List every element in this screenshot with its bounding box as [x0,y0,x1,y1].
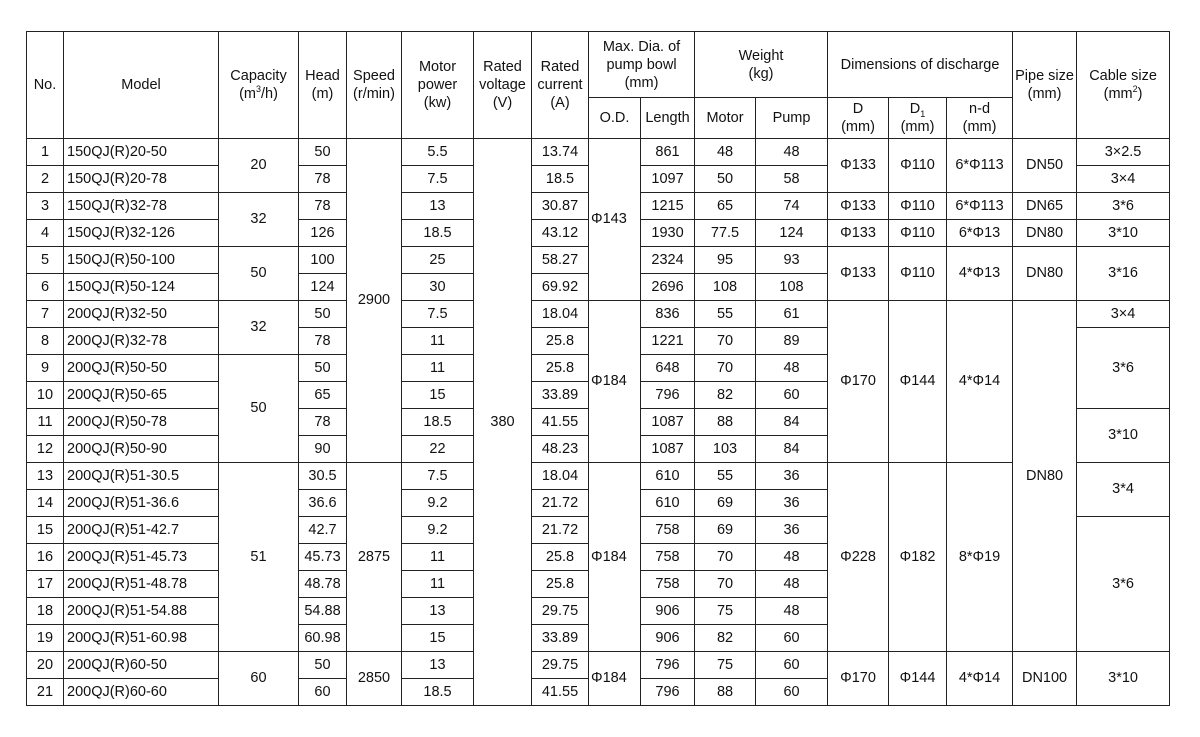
cell-weight-pump: 60 [756,382,828,409]
cell-no: 3 [27,193,64,220]
cell-motor-power: 9.2 [402,490,474,517]
cell-no: 15 [27,517,64,544]
cell-capacity: 32 [219,301,299,355]
header-d1: $D_1$ (mm) [889,98,947,139]
cell-rated-current: 29.75 [532,652,589,679]
cell-no: 20 [27,652,64,679]
cell-model: 200QJ(R)51-48.78 [64,571,219,598]
cell-length: 1087 [641,409,695,436]
cell-weight-pump: 48 [756,544,828,571]
cell-rated-current: 18.04 [532,463,589,490]
cell-weight-motor: 95 [695,247,756,274]
cell-no: 12 [27,436,64,463]
table-row [27,139,1170,166]
cell-rated-current: 13.74 [532,139,589,166]
cell-length: 2696 [641,274,695,301]
cell-d: Φ170 [828,301,889,463]
header-dimensions: Dimensions of discharge [828,32,1013,98]
cell-model: 200QJ(R)60-60 [64,679,219,706]
cell-weight-motor: 70 [695,355,756,382]
cell-length: 906 [641,598,695,625]
header-rated-current: Rated current (A) [532,32,589,139]
cell-length: 796 [641,679,695,706]
cell-motor-power: 18.5 [402,409,474,436]
cell-head: 78 [299,328,347,355]
cell-no: 16 [27,544,64,571]
cell-nd: 4*Φ14 [947,652,1013,706]
cell-speed: 2875 [347,463,402,652]
cell-no: 9 [27,355,64,382]
cell-weight-pump: 108 [756,274,828,301]
header-motor-power: Motor power (kw) [402,32,474,139]
cell-head: 45.73 [299,544,347,571]
cell-cable-size: 3×4 [1077,301,1170,328]
cell-cable-size: 3*10 [1077,409,1170,463]
cell-length: 758 [641,517,695,544]
cell-nd: 6*Φ13 [947,220,1013,247]
cell-model: 200QJ(R)50-50 [64,355,219,382]
cell-weight-motor: 75 [695,652,756,679]
cell-motor-power: 11 [402,355,474,382]
cell-no: 14 [27,490,64,517]
cell-no: 18 [27,598,64,625]
cell-weight-pump: 60 [756,625,828,652]
cell-nd: 6*Φ113 [947,139,1013,193]
cell-motor-power: 13 [402,193,474,220]
cell-capacity: 51 [219,463,299,652]
cell-motor-power: 7.5 [402,463,474,490]
cell-od: Φ143 [589,139,641,301]
cell-rated-current: 25.8 [532,544,589,571]
cell-weight-motor: 70 [695,571,756,598]
cell-model: 200QJ(R)51-42.7 [64,517,219,544]
header-capacity: Capacity $(m^3/h)$ [219,32,299,139]
cell-weight-motor: 69 [695,517,756,544]
cell-motor-power: 15 [402,382,474,409]
cell-motor-power: 18.5 [402,679,474,706]
cell-weight-motor: 108 [695,274,756,301]
cell-weight-pump: 48 [756,571,828,598]
header-weight-pump: Pump [756,98,828,139]
cell-motor-power: 7.5 [402,301,474,328]
cell-capacity: 32 [219,193,299,247]
cell-motor-power: 9.2 [402,517,474,544]
cell-model: 150QJ(R)20-78 [64,166,219,193]
cell-length: 861 [641,139,695,166]
table-row [27,301,1170,328]
cell-model: 150QJ(R)32-126 [64,220,219,247]
cell-length: 758 [641,544,695,571]
cell-no: 21 [27,679,64,706]
cell-rated-current: 69.92 [532,274,589,301]
cell-rated-current: 58.27 [532,247,589,274]
cell-head: 54.88 [299,598,347,625]
cell-weight-pump: 60 [756,652,828,679]
cell-model: 200QJ(R)50-90 [64,436,219,463]
cell-motor-power: 22 [402,436,474,463]
cell-capacity: 60 [219,652,299,706]
header-no: No. [27,32,64,139]
cell-model: 200QJ(R)51-30.5 [64,463,219,490]
header-max-dia: Max. Dia. of pump bowl (mm) [589,32,695,98]
cell-head: 100 [299,247,347,274]
cell-model: 150QJ(R)50-100 [64,247,219,274]
cell-head: 36.6 [299,490,347,517]
cell-no: 8 [27,328,64,355]
cell-length: 1215 [641,193,695,220]
cell-d: Φ133 [828,139,889,193]
cell-head: 50 [299,139,347,166]
cell-cable-size: 3*10 [1077,220,1170,247]
cell-weight-motor: 65 [695,193,756,220]
cell-rated-current: 21.72 [532,517,589,544]
cell-rated-current: 29.75 [532,598,589,625]
cell-head: 126 [299,220,347,247]
header-pipe-size: Pipe size (mm) [1013,32,1077,139]
cell-rated-current: 18.04 [532,301,589,328]
cell-weight-motor: 50 [695,166,756,193]
cell-length: 610 [641,463,695,490]
cell-no: 13 [27,463,64,490]
cell-pipe-size: DN80 [1013,301,1077,652]
cell-rated-current: 25.8 [532,355,589,382]
cell-d1: Φ110 [889,139,947,193]
cell-motor-power: 7.5 [402,166,474,193]
header-od: O.D. [589,98,641,139]
cell-head: 30.5 [299,463,347,490]
cell-pipe-size: DN50 [1013,139,1077,193]
cell-no: 6 [27,274,64,301]
cell-cable-size: 3*6 [1077,193,1170,220]
cell-d1: Φ144 [889,301,947,463]
cell-length: 2324 [641,247,695,274]
cell-length: 796 [641,382,695,409]
cell-length: 1087 [641,436,695,463]
cell-weight-pump: 36 [756,490,828,517]
cell-weight-pump: 84 [756,409,828,436]
cell-od: Φ184 [589,301,641,463]
cell-d1: Φ110 [889,247,947,301]
cell-motor-power: 15 [402,625,474,652]
cell-cable-size: 3*4 [1077,463,1170,517]
header-weight-motor: Motor [695,98,756,139]
cell-model: 150QJ(R)32-78 [64,193,219,220]
cell-no: 19 [27,625,64,652]
cell-motor-power: 13 [402,652,474,679]
cell-weight-motor: 88 [695,409,756,436]
cell-no: 17 [27,571,64,598]
cell-length: 906 [641,625,695,652]
cell-model: 200QJ(R)50-78 [64,409,219,436]
cell-no: 10 [27,382,64,409]
cell-weight-motor: 82 [695,625,756,652]
pump-spec-table [26,31,1170,706]
cell-rated-current: 48.23 [532,436,589,463]
cell-model: 150QJ(R)20-50 [64,139,219,166]
cell-weight-pump: 93 [756,247,828,274]
cell-weight-pump: 36 [756,463,828,490]
cell-nd: 8*Φ19 [947,463,1013,652]
cell-pipe-size: DN80 [1013,247,1077,301]
cell-head: 78 [299,409,347,436]
cell-head: 42.7 [299,517,347,544]
header-weight: Weight (kg) [695,32,828,98]
cell-model: 200QJ(R)32-78 [64,328,219,355]
cell-weight-pump: 48 [756,355,828,382]
cell-d: Φ133 [828,193,889,220]
cell-head: 48.78 [299,571,347,598]
cell-capacity: 50 [219,247,299,301]
cell-length: 836 [641,301,695,328]
cell-weight-motor: 75 [695,598,756,625]
cell-motor-power: 30 [402,274,474,301]
cell-length: 758 [641,571,695,598]
header-nd: n-d (mm) [947,98,1013,139]
cell-rated-current: 18.5 [532,166,589,193]
table-row [27,463,1170,490]
cell-head: 78 [299,193,347,220]
cell-cable-size: 3*6 [1077,328,1170,409]
cell-nd: 6*Φ113 [947,193,1013,220]
cell-rated-current: 41.55 [532,679,589,706]
cell-weight-motor: 88 [695,679,756,706]
cell-d1: Φ110 [889,193,947,220]
cell-model: 200QJ(R)32-50 [64,301,219,328]
cell-head: 60 [299,679,347,706]
cell-no: 5 [27,247,64,274]
cell-model: 200QJ(R)50-65 [64,382,219,409]
cell-d: Φ133 [828,220,889,247]
cell-no: 7 [27,301,64,328]
cell-d1: Φ182 [889,463,947,652]
cell-length: 796 [641,652,695,679]
cell-head: 50 [299,652,347,679]
cell-head: 90 [299,436,347,463]
cell-length: 610 [641,490,695,517]
cell-weight-pump: 48 [756,139,828,166]
cell-model: 200QJ(R)51-60.98 [64,625,219,652]
cell-weight-pump: 48 [756,598,828,625]
cell-weight-motor: 103 [695,436,756,463]
cell-motor-power: 11 [402,328,474,355]
cell-cable-size: 3×2.5 [1077,139,1170,166]
cell-length: 1221 [641,328,695,355]
cell-head: 50 [299,301,347,328]
cell-model: 200QJ(R)60-50 [64,652,219,679]
cell-rated-current: 25.8 [532,328,589,355]
cell-d1: Φ110 [889,220,947,247]
cell-weight-motor: 70 [695,544,756,571]
header-model: Model [64,32,219,139]
cell-motor-power: 11 [402,571,474,598]
cell-weight-motor: 55 [695,301,756,328]
cell-weight-pump: 36 [756,517,828,544]
header-head: Head (m) [299,32,347,139]
cell-nd: 4*Φ14 [947,301,1013,463]
cell-rated-current: 21.72 [532,490,589,517]
cell-rated-voltage: 380 [474,139,532,706]
cell-cable-size: 3*10 [1077,652,1170,706]
cell-weight-motor: 69 [695,490,756,517]
header-length: Length [641,98,695,139]
cell-head: 78 [299,166,347,193]
cell-weight-pump: 124 [756,220,828,247]
cell-motor-power: 25 [402,247,474,274]
cell-speed: 2900 [347,139,402,463]
cell-weight-motor: 55 [695,463,756,490]
cell-rated-current: 43.12 [532,220,589,247]
cell-weight-pump: 60 [756,679,828,706]
cell-head: 50 [299,355,347,382]
cell-weight-motor: 77.5 [695,220,756,247]
cell-pipe-size: DN80 [1013,220,1077,247]
cell-rated-current: 25.8 [532,571,589,598]
cell-od: Φ184 [589,652,641,706]
cell-length: 1097 [641,166,695,193]
cell-pipe-size: DN100 [1013,652,1077,706]
cell-motor-power: 11 [402,544,474,571]
cell-rated-current: 33.89 [532,382,589,409]
cell-no: 11 [27,409,64,436]
cell-no: 1 [27,139,64,166]
cell-d: Φ133 [828,247,889,301]
cell-rated-current: 30.87 [532,193,589,220]
header-speed: Speed (r/min) [347,32,402,139]
cell-cable-size: 3*16 [1077,247,1170,301]
cell-weight-motor: 70 [695,328,756,355]
cell-model: 200QJ(R)51-45.73 [64,544,219,571]
table-body [27,139,1170,706]
cell-weight-motor: 48 [695,139,756,166]
cell-head: 60.98 [299,625,347,652]
cell-length: 648 [641,355,695,382]
cell-d: Φ228 [828,463,889,652]
cell-rated-current: 33.89 [532,625,589,652]
cell-weight-pump: 74 [756,193,828,220]
cell-cable-size: 3×4 [1077,166,1170,193]
cell-weight-pump: 58 [756,166,828,193]
cell-weight-pump: 84 [756,436,828,463]
cell-model: 150QJ(R)50-124 [64,274,219,301]
cell-weight-pump: 61 [756,301,828,328]
cell-capacity: 20 [219,139,299,193]
table-row [27,652,1170,679]
cell-motor-power: 13 [402,598,474,625]
cell-no: 2 [27,166,64,193]
cell-d1: Φ144 [889,652,947,706]
cell-head: 65 [299,382,347,409]
header-rated-voltage: Rated voltage (V) [474,32,532,139]
cell-head: 124 [299,274,347,301]
cell-nd: 4*Φ13 [947,247,1013,301]
cell-speed: 2850 [347,652,402,706]
cell-od: Φ184 [589,463,641,652]
cell-d: Φ170 [828,652,889,706]
cell-length: 1930 [641,220,695,247]
cell-cable-size: 3*6 [1077,517,1170,652]
cell-pipe-size: DN65 [1013,193,1077,220]
cell-capacity: 50 [219,355,299,463]
header-cable-size: Cable size $(mm^2)$ [1077,32,1170,139]
cell-rated-current: 41.55 [532,409,589,436]
cell-motor-power: 5.5 [402,139,474,166]
header-d: D (mm) [828,98,889,139]
cell-weight-motor: 82 [695,382,756,409]
cell-weight-pump: 89 [756,328,828,355]
cell-model: 200QJ(R)51-36.6 [64,490,219,517]
cell-model: 200QJ(R)51-54.88 [64,598,219,625]
cell-motor-power: 18.5 [402,220,474,247]
cell-no: 4 [27,220,64,247]
